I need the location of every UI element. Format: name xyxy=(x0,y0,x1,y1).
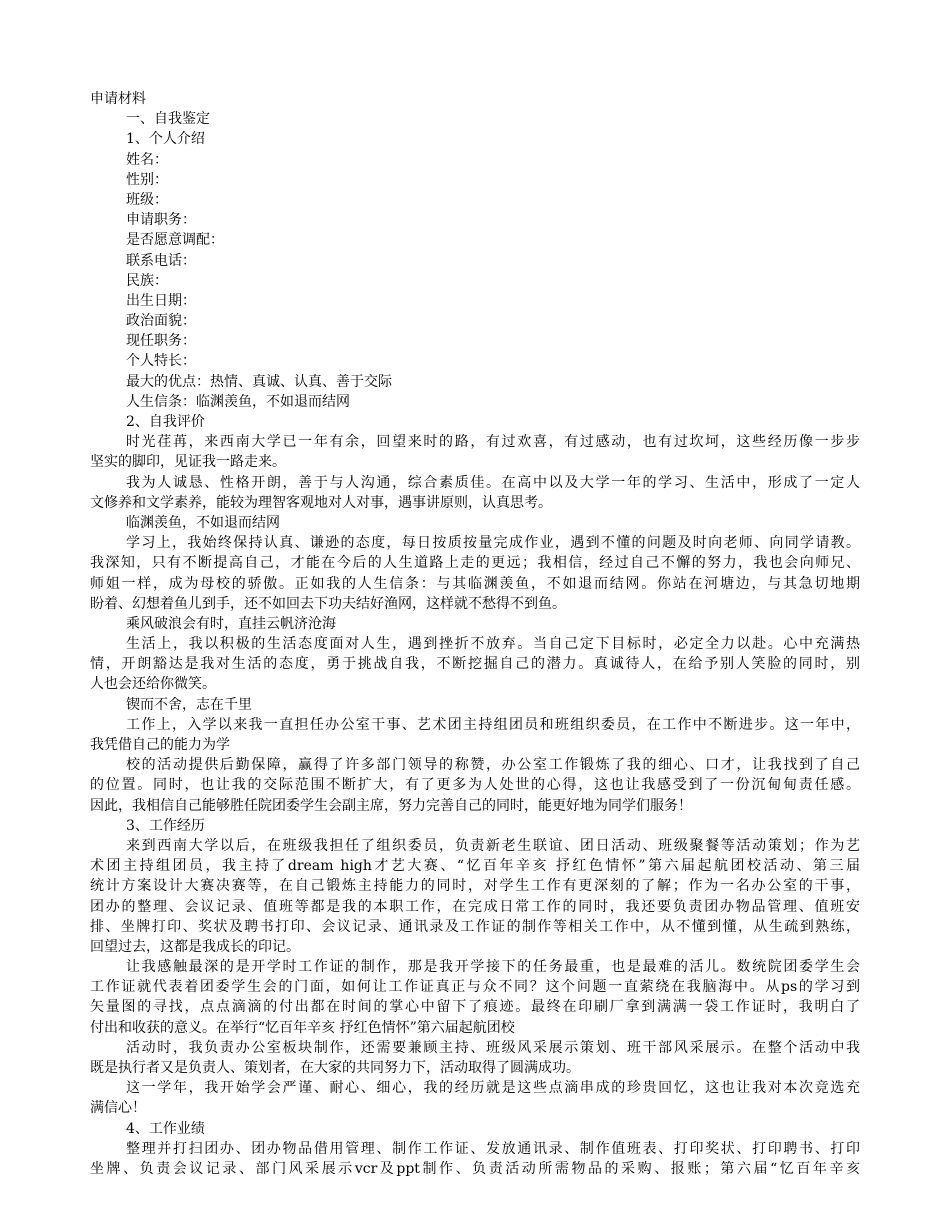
subsection-heading: 4、工作业绩 xyxy=(126,1120,205,1137)
paragraph-line: 统计方案设计大赛决赛等，在自己锻炼主持能力的同时，对学生工作有更深刻的了解；作为一名办公室的干事， xyxy=(90,878,860,895)
paragraph-line: 坐牌、负责会议记录、部门风采展示vcr及ppt制作、负责活动所需物品的采购、报账；第六届“忆百年辛亥 xyxy=(90,1160,860,1177)
paragraph-line: 工作证就代表着团委学生会的门面，如何让工作证真正与众不同？这个问题一直萦绕在我脑海中。从ps的学习到 xyxy=(90,979,860,996)
paragraph-line: 矢量图的寻找，点点滴滴的付出都在时间的掌心中留下了痕迹。最终在印刷厂拿到满满一袋工作证时，我明白了 xyxy=(90,999,860,1016)
paragraph-line: 来到西南大学以后，在班级我担任了组织委员，负责新老生联谊、团日活动、班级聚餐等活动策划；作为艺 xyxy=(126,837,860,854)
paragraph-line: 工作上，入学以来我一直担任办公室干事、艺术团主持组团员和班组织委员，在工作中不断进步。这一年中， xyxy=(126,716,860,733)
field-position: 申请职务： xyxy=(126,212,196,229)
paragraph-line: 我凭借自己的能力为学 xyxy=(90,737,230,753)
motto-heading: 乘风破浪会有时，直挂云帆济沧海 xyxy=(126,615,336,632)
paragraph-line: 我为人诚恳、性格开朗，善于与人沟通，综合素质佳。在高中以及大学一年的学习、生活中，形成了一定人 xyxy=(126,474,860,491)
paragraph xyxy=(90,533,860,614)
paragraph-line: 这一学年，我开始学会严谨、耐心、细心，我的经历就是这些点滴串成的珍贵回忆，这也让我对本次竞选充 xyxy=(126,1080,860,1097)
paragraph-line: 校的活动提供后勤保障，赢得了许多部门领导的称赞，办公室工作锻炼了我的细心、口才，让我找到了自己 xyxy=(126,757,860,774)
subsection-heading: 2、自我评价 xyxy=(126,414,205,430)
paragraph-line: 让我感触最深的是开学时工作证的制作，那是我开学接下的任务最重，也是最难的活儿。数统院团委学生会 xyxy=(126,959,860,976)
paragraph-line: 团办的整理、会议记录、值班等都是我的本职工作，在完成日常工作的同时，我还要负责团办物品管理、值班安 xyxy=(90,898,860,915)
field-gender: 性别： xyxy=(126,171,168,188)
paragraph-line: 的位置。同时，也让我的交际范围不断扩大，有了更多为人处世的心得，这也让我感受到了一份沉甸甸责任感。 xyxy=(90,777,860,794)
paragraph-line: 付出和收获的意义。在举行“忆百年辛亥 抒红色情怀”第六届起航团校 xyxy=(90,1019,515,1036)
paragraph-line: 既是执行者又是负责人、策划者，在大家的共同努力下，活动取得了圆满成功。 xyxy=(90,1060,580,1076)
paragraph-line: 因此，我相信自己能够胜任院团委学生会副主席，努力完善自己的同时，能更好地为同学们服务！ xyxy=(90,797,692,814)
paragraph xyxy=(90,755,860,816)
paragraph-line: 满信心！ xyxy=(90,1100,146,1117)
field-motto: 人生信条：临渊羡鱼，不如退而结网 xyxy=(126,393,350,410)
document-page xyxy=(90,89,860,1179)
field-current-position: 现任职务： xyxy=(126,333,196,350)
field-strengths: 最大的优点：热情、真诚、认真、善于交际 xyxy=(126,373,392,390)
section-heading: 一、自我鉴定 xyxy=(126,111,210,128)
motto-heading: 临渊羡鱼，不如退而结网 xyxy=(126,514,280,531)
paragraph xyxy=(90,1139,860,1179)
paragraph-line: 文修养和文学素养，能较为理智客观地对人对事，遇事讲原则，认真思考。 xyxy=(90,494,552,511)
paragraph-line: 回望过去，这都是我成长的印记。 xyxy=(90,938,300,955)
paragraph-line: 盼着、幻想着鱼儿到手，还不如回去下功夫结好渔网，这样就不愁得不到鱼。 xyxy=(90,595,566,612)
field-ethnicity: 民族： xyxy=(126,272,168,289)
paragraph xyxy=(90,634,860,695)
paragraph xyxy=(90,1078,860,1118)
field-political: 政治面貌： xyxy=(126,313,196,330)
field-phone: 联系电话： xyxy=(126,252,196,269)
paragraph-line: 活动时，我负责办公室板块制作，还需要兼顾主持、班级风采展示策划、班干部风采展示。在整个活动中我 xyxy=(126,1039,860,1056)
paragraph-line: 学习上，我始终保持认真、谦逊的态度，每日按质按量完成作业，遇到不懂的问题及时向老师、向同学请教。 xyxy=(126,535,860,552)
subsection-heading: 3、工作经历 xyxy=(126,817,205,834)
paragraph xyxy=(90,473,860,513)
motto-heading: 锲而不舍，志在千里 xyxy=(126,696,252,713)
paragraph-line: 坚实的脚印，见证我一路走来。 xyxy=(90,454,286,471)
paragraph-line: 时光荏苒，来西南大学已一年有余，回望来时的路，有过欢喜，有过感动，也有过坎坷，这些经历像一步步 xyxy=(126,434,860,451)
paragraph xyxy=(90,836,860,957)
paragraph xyxy=(90,957,860,1038)
paragraph-line: 我深知，只有不断提高自己，才能在今后的人生道路上走的更远；我相信，经过自己不懈的努力，我也会向师兄、 xyxy=(90,555,860,572)
field-class: 班级： xyxy=(126,191,168,208)
paragraph-line: 生活上，我以积极的生活态度面对人生，遇到挫折不放弃。当自己定下目标时，必定全力以赴。心中充满热 xyxy=(126,636,860,653)
paragraph-line: 人也会还给你微笑。 xyxy=(90,676,216,693)
field-reassign: 是否愿意调配： xyxy=(126,232,224,249)
paragraph-line: 师姐一样，成为母校的骄傲。正如我的人生信条：与其临渊羡鱼，不如退而结网。你站在河塘边，与其急切地期 xyxy=(90,575,860,592)
doc-title: 申请材料 xyxy=(90,91,146,107)
paragraph-line: 整理并打扫团办、团办物品借用管理、制作工作证、发放通讯录、制作值班表、打印奖状、打印聘书、打印 xyxy=(126,1140,860,1157)
field-specialty: 个人特长： xyxy=(126,353,196,370)
field-birthdate: 出生日期： xyxy=(126,292,196,309)
paragraph xyxy=(90,1038,860,1078)
paragraph-line: 排、坐牌打印、奖状及聘书打印、会议记录、通讯录及工作证的制作等相关工作中，从不懂到懂，从生疏到熟练， xyxy=(90,918,860,935)
paragraph-line: 情，开朗豁达是我对生活的态度，勇于挑战自我，不断挖掘自己的潜力。真诚待人，在给予别人笑脸的同时，别 xyxy=(90,656,860,673)
field-name: 姓名： xyxy=(126,151,168,168)
paragraph-line: 术团主持组团员，我主持了dream high才艺大赛、“忆百年辛亥 抒红色情怀”第六届起航团校活动、第三届 xyxy=(90,858,860,875)
subsection-heading: 1、个人介绍 xyxy=(126,131,205,148)
paragraph xyxy=(90,432,860,472)
paragraph xyxy=(90,715,860,755)
